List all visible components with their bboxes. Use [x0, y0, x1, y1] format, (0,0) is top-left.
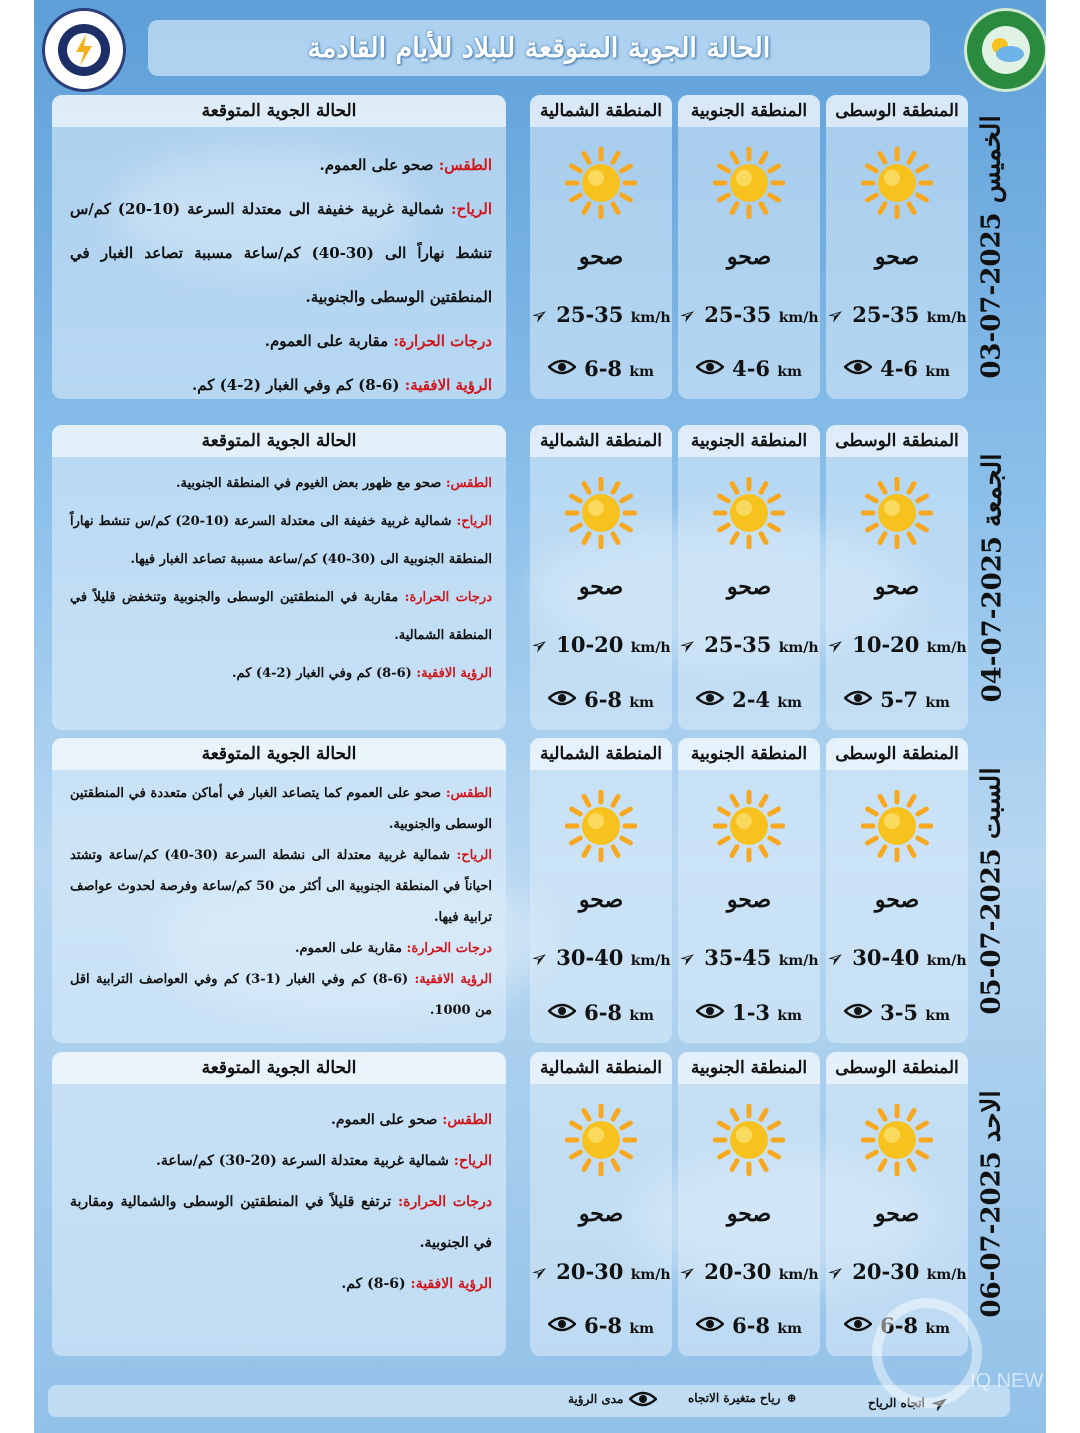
visibility-value: 6-8 km	[584, 1000, 654, 1025]
desc-label: الطقس:	[445, 786, 492, 801]
region-name: المنطقة الشمالية	[530, 425, 672, 457]
visibility-row	[678, 687, 820, 712]
legend-visibility-label: مدى الرؤية	[568, 1392, 624, 1406]
wind-speed: 30-40 km/h	[556, 945, 671, 970]
wind-arrow-icon: ➢	[526, 299, 554, 330]
desc-label: الرياح:	[456, 848, 492, 863]
wind-row	[674, 942, 820, 973]
condition-label: صحو	[874, 1201, 920, 1227]
date-column	[966, 425, 1018, 730]
wind-row	[674, 299, 820, 330]
condition-label: صحو	[874, 574, 920, 600]
wind-speed: 20-30 km/h	[852, 1259, 967, 1284]
desc-text: ترتفع قليلاً في المنطقتين الوسطى والشمالية ومقاربة في الجنوبية.	[70, 1194, 492, 1251]
watermark-text: IQ NEW	[970, 1370, 1044, 1392]
desc-text: صحو على العموم.	[331, 1112, 443, 1128]
legend-bar	[48, 1385, 1010, 1417]
forecast-page	[34, 0, 1046, 1433]
region-name: المنطقة الجنوبية	[678, 95, 820, 127]
desc-paragraph	[70, 933, 492, 964]
visibility-row	[530, 1000, 672, 1025]
sun-icon	[713, 147, 785, 219]
desc-text: شمالية غربية خفيفة الى معتدلة السرعة (10-20) كم/س تنشط نهاراً المنطقة الجنوبية الى (30-40) كم/ساعة مسببة تصاعد الغبار فيها.	[70, 514, 492, 567]
day-date-label: الخميس 2025-07-03	[977, 115, 1008, 379]
desc-label: الرياح:	[453, 1153, 492, 1169]
desc-label: درجات الحرارة:	[393, 332, 492, 350]
region-card	[822, 738, 968, 1043]
variable-wind-icon: ⊕	[786, 1391, 797, 1405]
day-section	[48, 1052, 1018, 1356]
visibility-value: 6-8 km	[880, 1313, 950, 1338]
eye-icon	[548, 690, 576, 710]
date-column	[966, 1052, 1018, 1356]
day-date-label: الجمعة 2025-07-04	[977, 453, 1007, 702]
wind-arrow-icon: ➢	[526, 1256, 554, 1287]
condition-label: صحو	[578, 574, 624, 600]
region-card	[674, 1052, 820, 1356]
sun-icon	[565, 147, 637, 219]
region-card	[526, 425, 672, 730]
description-body	[70, 143, 492, 407]
forecast-description	[52, 95, 506, 399]
day-section	[48, 95, 1018, 399]
desc-text: (6-8) كم وفي الغبار (2-4) كم.	[192, 376, 405, 394]
desc-paragraph	[70, 1100, 492, 1141]
visibility-value: 4-6 km	[732, 356, 802, 381]
sun-icon	[861, 147, 933, 219]
desc-label: الرياح:	[456, 514, 492, 529]
wind-row	[822, 299, 968, 330]
wind-arrow-icon: ➢	[674, 942, 702, 973]
visibility-value: 5-7 km	[880, 687, 950, 712]
visibility-row	[678, 356, 820, 381]
region-card	[674, 95, 820, 399]
forecast-description	[52, 425, 506, 730]
desc-label: الرؤية الافقية:	[410, 1276, 492, 1292]
region-card	[822, 425, 968, 730]
desc-paragraph	[70, 1141, 492, 1182]
desc-label: الرؤية الافقية:	[416, 666, 492, 681]
desc-label: درجات الحرارة:	[398, 1194, 492, 1210]
forecast-description	[52, 738, 506, 1043]
condition-label: صحو	[726, 574, 772, 600]
date-column	[966, 95, 1018, 399]
wind-speed: 25-35 km/h	[704, 302, 819, 327]
sun-icon	[565, 477, 637, 549]
legend-variable-wind	[688, 1391, 797, 1405]
region-card	[526, 95, 672, 399]
visibility-value: 1-3 km	[732, 1000, 802, 1025]
region-name: المنطقة الشمالية	[530, 738, 672, 770]
condition-label: صحو	[726, 1201, 772, 1227]
description-body	[70, 465, 492, 693]
sun-icon	[713, 477, 785, 549]
wind-speed: 10-20 km/h	[852, 632, 967, 657]
header-banner	[148, 20, 930, 76]
meteorology-logo-left	[42, 8, 126, 92]
description-title: الحالة الجوية المتوقعة	[52, 738, 506, 770]
region-name: المنطقة الشمالية	[530, 1052, 672, 1084]
eye-icon	[844, 359, 872, 379]
region-name: المنطقة الوسطى	[826, 738, 968, 770]
wind-row	[674, 629, 820, 660]
description-title: الحالة الجوية المتوقعة	[52, 1052, 506, 1084]
page-title: الحالة الجوية المتوقعة للبلاد للأيام القادمة	[307, 32, 771, 64]
desc-label: الرؤية الافقية:	[414, 972, 492, 987]
region-name: المنطقة الجنوبية	[678, 738, 820, 770]
wind-arrow-icon: ➢	[925, 1388, 954, 1418]
region-name: المنطقة الوسطى	[826, 1052, 968, 1084]
eye-icon	[696, 1003, 724, 1023]
legend-variable-wind-label: رياح متغيرة الاتجاه	[688, 1391, 781, 1405]
visibility-row	[530, 356, 672, 381]
visibility-row	[678, 1313, 820, 1338]
visibility-row	[826, 356, 968, 381]
description-title: الحالة الجوية المتوقعة	[52, 425, 506, 457]
description-title: الحالة الجوية المتوقعة	[52, 95, 506, 127]
region-name: المنطقة الشمالية	[530, 95, 672, 127]
desc-text: شمالية غربية معتدلة السرعة (20-30) كم/ساعة.	[156, 1153, 454, 1169]
wind-arrow-icon: ➢	[526, 942, 554, 973]
wind-speed: 25-35 km/h	[852, 302, 967, 327]
wind-arrow-icon: ➢	[822, 1256, 850, 1287]
sun-icon	[861, 790, 933, 862]
desc-text: شمالية غربية خفيفة الى معتدلة السرعة (10-20) كم/س تنشط نهاراً الى (30-40) كم/ساعة مسببة تصاعد الغبار في المنطقتين الوسطى والجنوبية.	[70, 200, 492, 306]
ministry-logo-right	[964, 8, 1046, 92]
visibility-value: 6-8 km	[732, 1313, 802, 1338]
eye-icon	[548, 359, 576, 379]
eye-icon	[844, 1003, 872, 1023]
watermark-logo	[872, 1298, 982, 1408]
desc-label: الطقس:	[438, 156, 492, 174]
wind-speed: 25-35 km/h	[556, 302, 671, 327]
desc-paragraph	[70, 187, 492, 319]
desc-paragraph	[70, 1264, 492, 1305]
eye-icon	[696, 690, 724, 710]
region-card	[674, 425, 820, 730]
wind-arrow-icon: ➢	[822, 942, 850, 973]
visibility-value: 6-8 km	[584, 1313, 654, 1338]
description-body	[70, 778, 492, 1026]
condition-label: صحو	[578, 1201, 624, 1227]
wind-arrow-icon: ➢	[822, 299, 850, 330]
wind-speed: 20-30 km/h	[704, 1259, 819, 1284]
desc-label: الرؤية الافقية:	[404, 376, 492, 394]
wind-row	[822, 629, 968, 660]
wind-arrow-icon: ➢	[674, 1256, 702, 1287]
day-date-label: الاحد 2025-07-06	[977, 1090, 1008, 1318]
wind-speed: 10-20 km/h	[556, 632, 671, 657]
region-card	[674, 738, 820, 1043]
desc-text: (6-8) كم وفي الغبار (2-4) كم.	[232, 666, 417, 681]
desc-text: صحو على العموم.	[319, 156, 439, 174]
region-name: المنطقة الجنوبية	[678, 1052, 820, 1084]
region-name: المنطقة الوسطى	[826, 95, 968, 127]
desc-text: شمالية غربية معتدلة الى نشطة السرعة (30-40) كم/ساعة وتشتد احياناً في المنطقة الجنوبية الى أكثر من 50 كم/ساعة وفرصة لحدوث عواصف ترابية فيها.	[70, 848, 493, 925]
sun-icon	[713, 790, 785, 862]
visibility-row	[826, 1000, 968, 1025]
desc-label: الطقس:	[442, 1112, 492, 1128]
legend-wind-direction-label: اتجاه الرياح	[868, 1396, 925, 1410]
day-section	[48, 738, 1018, 1043]
desc-paragraph	[70, 465, 492, 503]
wind-row	[822, 942, 968, 973]
region-name: المنطقة الجنوبية	[678, 425, 820, 457]
visibility-value: 2-4 km	[732, 687, 802, 712]
desc-text: صحو على العموم كما يتصاعد الغبار في أماكن متعددة في المنطقتين الوسطى والجنوبية.	[70, 786, 492, 832]
date-column	[966, 738, 1018, 1043]
desc-text: مقاربة على العموم.	[295, 941, 407, 956]
sun-icon	[861, 1104, 933, 1176]
wind-speed: 25-35 km/h	[704, 632, 819, 657]
eye-icon	[844, 690, 872, 710]
desc-label: الطقس:	[445, 476, 492, 491]
visibility-value: 4-6 km	[880, 356, 950, 381]
eye-icon	[629, 1391, 657, 1407]
wind-speed: 20-30 km/h	[556, 1259, 671, 1284]
desc-text: مقاربة على العموم.	[264, 332, 394, 350]
sun-icon	[565, 1104, 637, 1176]
wind-row	[822, 1256, 968, 1287]
region-card	[526, 738, 672, 1043]
wind-arrow-icon: ➢	[526, 629, 554, 660]
desc-paragraph	[70, 1182, 492, 1264]
wind-arrow-icon: ➢	[674, 629, 702, 660]
condition-label: صحو	[874, 244, 920, 270]
condition-label: صحو	[726, 887, 772, 913]
day-section	[48, 425, 1018, 730]
desc-label: الرياح:	[451, 200, 492, 218]
desc-paragraph	[70, 143, 492, 187]
eye-icon	[844, 1316, 872, 1336]
desc-text: مقاربة في المنطقتين الوسطى والجنوبية وتنخفض قليلاً في المنطقة الشمالية.	[70, 590, 492, 643]
region-card	[822, 95, 968, 399]
visibility-value: 6-8 km	[584, 356, 654, 381]
wind-arrow-icon: ➢	[822, 629, 850, 660]
wind-row	[674, 1256, 820, 1287]
desc-text: (6-8) كم وفي الغبار (1-3) كم وفي العواصف الترابية اقل من 1000.	[70, 972, 492, 1018]
description-body	[70, 1100, 492, 1305]
wind-speed: 30-40 km/h	[852, 945, 967, 970]
visibility-row	[530, 1313, 672, 1338]
wind-row	[526, 942, 672, 973]
desc-paragraph	[70, 319, 492, 363]
visibility-value: 3-5 km	[880, 1000, 950, 1025]
eye-icon	[548, 1316, 576, 1336]
visibility-row	[530, 687, 672, 712]
desc-paragraph	[70, 778, 492, 840]
region-card	[526, 1052, 672, 1356]
eye-icon	[696, 1316, 724, 1336]
sun-icon	[713, 1104, 785, 1176]
desc-text: صحو مع ظهور بعض الغيوم في المنطقة الجنوبية.	[175, 476, 446, 491]
condition-label: صحو	[874, 887, 920, 913]
visibility-value: 6-8 km	[584, 687, 654, 712]
condition-label: صحو	[578, 887, 624, 913]
day-date-label: السبت 2025-07-05	[977, 766, 1007, 1015]
desc-text: (6-8) كم.	[341, 1276, 411, 1292]
condition-label: صحو	[578, 244, 624, 270]
eye-icon	[548, 1003, 576, 1023]
wind-row	[526, 629, 672, 660]
sun-icon	[861, 477, 933, 549]
wind-arrow-icon: ➢	[674, 299, 702, 330]
desc-paragraph	[70, 579, 492, 655]
desc-paragraph	[70, 503, 492, 579]
desc-label: درجات الحرارة:	[404, 590, 492, 605]
condition-label: صحو	[726, 244, 772, 270]
forecast-description	[52, 1052, 506, 1356]
wind-speed: 35-45 km/h	[704, 945, 819, 970]
visibility-row	[678, 1000, 820, 1025]
legend-visibility	[568, 1391, 657, 1407]
desc-paragraph	[70, 655, 492, 693]
desc-paragraph	[70, 840, 492, 933]
wind-row	[526, 1256, 672, 1287]
desc-label: درجات الحرارة:	[406, 941, 492, 956]
sun-icon	[565, 790, 637, 862]
desc-paragraph	[70, 964, 492, 1026]
wind-row	[526, 299, 672, 330]
eye-icon	[696, 359, 724, 379]
region-name: المنطقة الوسطى	[826, 425, 968, 457]
desc-paragraph	[70, 363, 492, 407]
visibility-row	[826, 687, 968, 712]
